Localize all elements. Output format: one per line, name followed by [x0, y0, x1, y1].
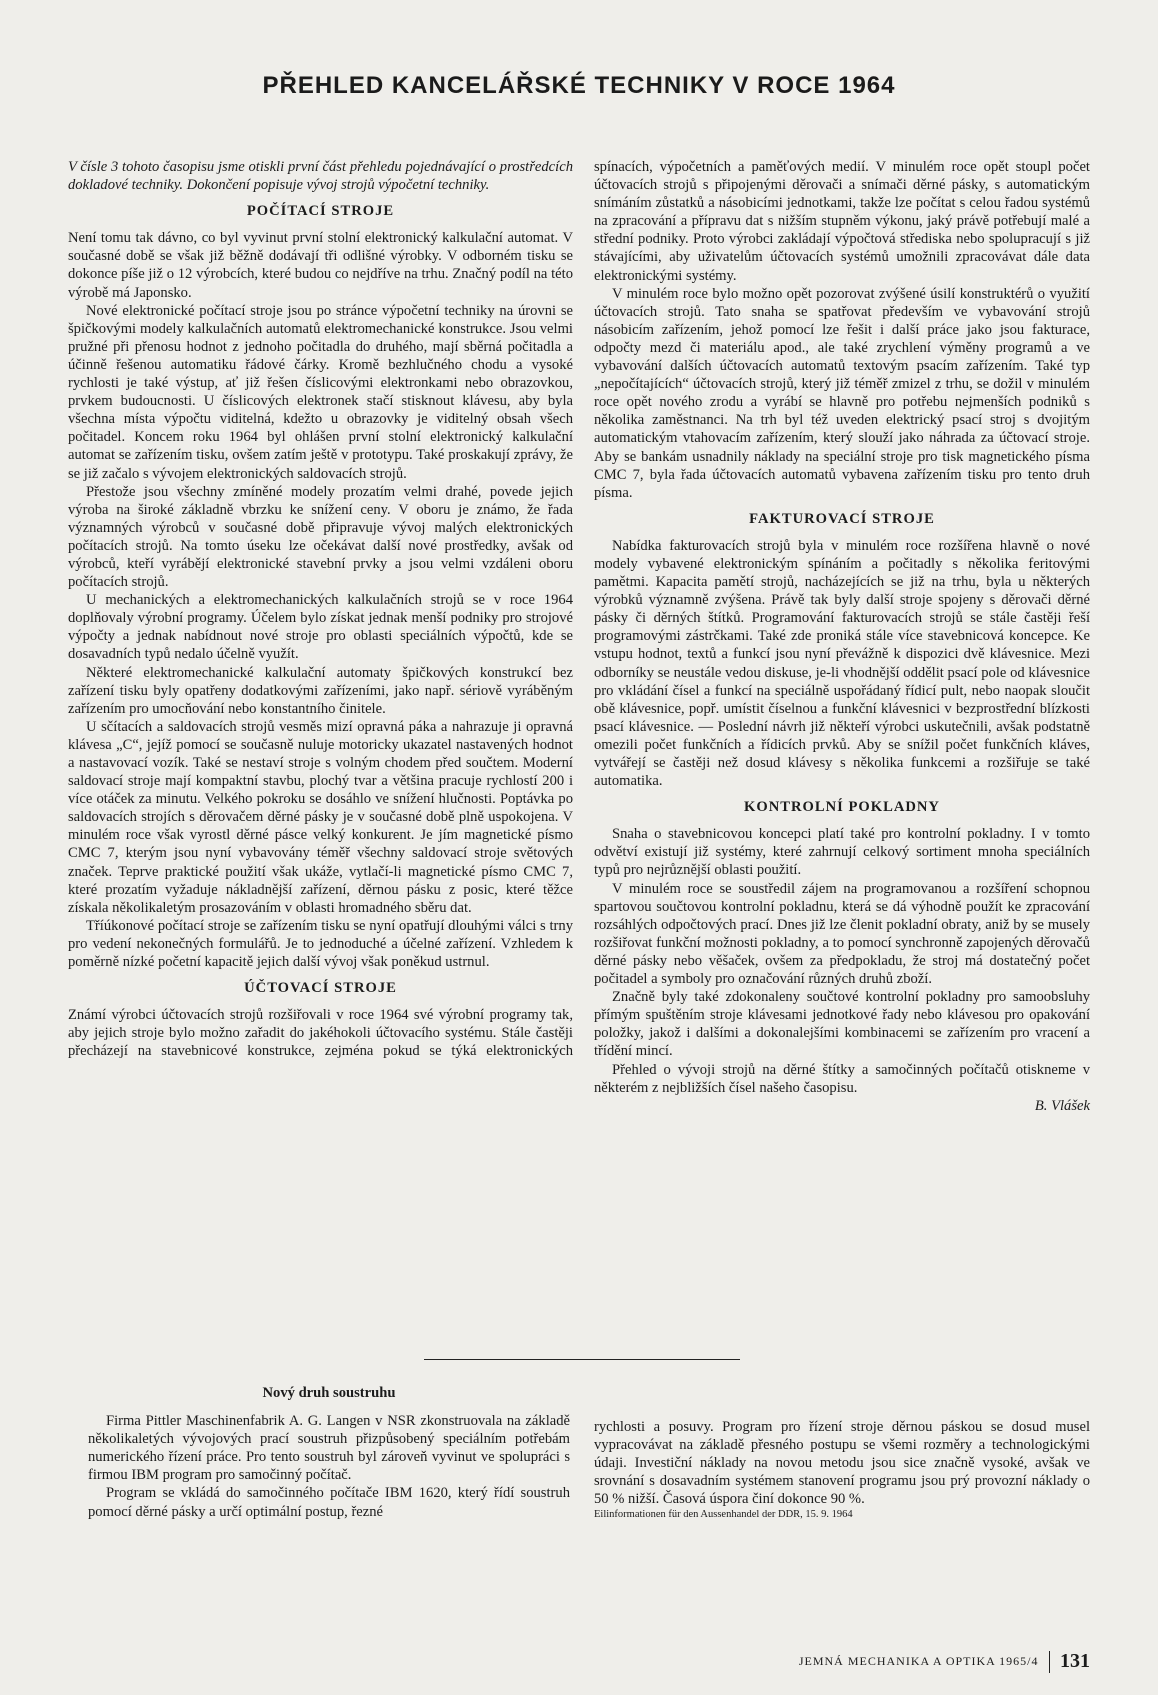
- paragraph: V minulém roce bylo možno opět pozorovat zvýšené úsilí konstruktérů o využití účtovacích strojů. Tato snaha se spatřovat především ve vybavování strojů násobicím zařízením, jehož pomocí lze řešit i další práce jako jsou fakturace, odpočty mezd či materiálu apod., ale také zrychlení výměny programů a ve vybavování dalších účtovacích automatů textovým psacím zařízením. Také typ „nepočítajících“ účtovacích strojů, který již téměř zmizel z trhu, se dožil v minulém roce opět nového zrodu a vyrábí se hlavně pro potřebu nejmenších podniků s několika zaměstnanci. Na trh byl též uveden elektrický psací stroj s dvojitým automatickým vtahovacím zařízením, který slouží jako náhrada za účtovací stroje. Aby se bankám usnadnily náklady na speciální stroje pro tisk magnetického písma CMC 7, byla řada účtovacích automatů vybavena zařízením tisku pro tento druh písma.: [594, 285, 1090, 501]
- paragraph: Přestože jsou všechny zmíněné modely prozatím velmi drahé, povede jejich výroba na široké základně vbrzku ke snížení ceny. V oboru je známo, že řada významných výrobců v současné době připravuje vývoj malých elektronických počítacích strojů. Na tomto úseku lze očekávat další nové prostředky, avšak od výrobců, kteří vyrábějí elektronické stavební prvky a jsou velmi vzdáleni oboru počítacích strojů.: [68, 483, 573, 591]
- section-heading-pocitaci: POČÍTACÍ STROJE: [246, 203, 395, 220]
- paragraph: Není tomu tak dávno, co byl vyvinut první stolní elektronický kalkulační automat. V současné době se však již běžně dodávají tři odlišné výrobky. V odborném tisku se dokonce píše již o 12 výrobcích, které budou co nejdříve na trhu. Značný podíl na této výrobě má Japonsko.: [68, 230, 573, 301]
- paragraph: Nabídka fakturovacích strojů byla v minulém roce rozšířena hlavně o nové modely vybavené elektronickým spínáním a počitadly s několika feritovými pamětmi. Kapacita pamětí strojů, nacházejících se již na trhu, byla u některých výrobků významně zvýšena. Právě tak byly další stroje spojeny s děrovači děrné pásky či děrných štítků. Programování fakturovacích strojů se stále častěji řeší programovými zástrčkami. Také zde proniká stále více stavebnicová koncepce. Ke vstupu hodnot, textů a funkcí jsou nyní převážně k dispozici dvě klávesnice. Mezi odborníky se neustále vedou diskuse, je-li vhodnější oddělit psací pole od klávesnice pro vkládání čísel a funkcí na speciálně uspořádaný řídicí pult, nebo naopak sloučit obě klávesnice, popř. umístit číselnou a funkční klávesnici v bezprostřední blízkosti psací klávesnice. — Poslední návrh již někteří výrobci uskutečnili, avšak podstatně omezili počet funkčních a řídicích prvků. Aby se snížil počet funkčních kláves, vytvářejí se častěji než dosud klávesy s několika funkcemi a rozšiřuje se také automatika.: [594, 537, 1090, 790]
- paragraph-split-continue: spínacích, výpočetních a paměťových medií. V minulém roce opět stoupl počet účtovacích strojů s připojenými děrovači a snímači děrné pásky, s automatickým snímáním zůstatků a násobicími jednotkami, takže lze počítat s celou řadou systémů na zpracování a přípravu dat s nižším stupněm výkonu, jaký právě potřebují malé a střední podniky. Proto výrobci zakládají výpočtová střediska nebo spolupracují s již stávajícími, aby uživatelům účtovacích systémů umožnili zpracovávat dále data elektronickými systémy.: [594, 159, 1090, 284]
- section-heading-uctovaci: ÚČTOVACÍ STROJE: [244, 980, 397, 997]
- horizontal-divider: [424, 1359, 740, 1360]
- source-citation: Eilinformationen für den Aussenhandel der DDR, 15. 9. 1964: [594, 1509, 853, 1521]
- paragraph-split-start: Známí výrobci účtovacích strojů rozšiřovali v roce 1964 své výrobní programy tak, aby jejich stroje bylo možno zařadit do jakéhokoli účtovacího systému. Stále častěji přecházejí na stavebnicové konstrukce, zejména pokud se týká elektronických: [68, 1007, 573, 1060]
- intro-paragraph: V čísle 3 tohoto časopisu jsme otiskli první část přehledu pojednávající o prostředcích dokladové techniky. Dokončení popisuje vývoj strojů výpočetní techniky.: [68, 159, 573, 194]
- article2-right: [594, 1418, 1090, 1521]
- paragraph: Přehled o vývoji strojů na děrné štítky a samočinných počítačů otiskneme v některém z nejbližších čísel našeho časopisu.: [594, 1061, 1090, 1096]
- paragraph: Značně byly také zdokonaleny součtové kontrolní pokladny pro samoobsluhy přímým spuštěním stroje klávesami jednotkové řady nebo klávesou pro opakování položky, jakož i dalšími a dokonalejšími kombinacemi se zařízením pro vracení a třídění mincí.: [594, 989, 1090, 1060]
- section-heading-kontrolni: KONTROLNÍ POKLADNY: [744, 799, 940, 816]
- journal-name: JEMNÁ MECHANIKA A OPTIKA 1965/4: [798, 1654, 1039, 1668]
- paragraph: Firma Pittler Maschinenfabrik A. G. Langen v NSR zkonstruovala na základě několikaletých vývojových prací soustruh přizpůsobený speciálním potřebám numerického řízení práce. Pro tento soustruh byl zároveň vyvinut ve spolupráci s firmou IBM program pro samočinný počítač.: [88, 1413, 570, 1484]
- paragraph: U sčítacích a saldovacích strojů vesměs mizí opravná páka a nahrazuje ji opravná klávesa „C“, jejíž pomocí se současně nuluje motoricky ukazatel nastavených hodnot a nastavovací vozík. Také se nestaví stroje s volným chodem před součtem. Moderní saldovací stroje mají kompaktní stavbu, plochý tvar a většina pracuje rychlostí 200 i více otáček za minutu. Velkého pokroku se dosáhlo ve snížení hlučnosti. Poptávka po saldovacích strojích s děrovačem děrné pásky je v současné době plně uspokojena. V minulém roce však vyrostl děrné pásce velký konkurent. Je jím magnetické písmo CMC 7, kterým jsou nyní vybavovány téměř všechny saldovací stroje světových značek. Teprve praktické použití však ukáže, vytlačí-li magnetické písmo CMC 7, které prozatím vyžaduje nákladnější zařízení, děrnou pásku z posic, které těžce získala několikaletým prosazováním v oblasti hromadného sběru dat.: [68, 718, 573, 916]
- article2-heading: Nový druh soustruhu: [262, 1385, 396, 1401]
- paragraph: Program se vkládá do samočinného počítače IBM 1620, který řídí soustruh pomocí děrné pásky a určí optimální postup, řezné: [88, 1485, 570, 1520]
- footer-separator: [1049, 1651, 1051, 1673]
- page-footer: [760, 1650, 1090, 1673]
- paragraph: Tříúkonové počítací stroje se zařízením tisku se nyní opatřují dlouhými válci s trny pro vedení nekonečných formulářů. Je to jednoduché a účelné zařízení. Vzhledem k poměrně nízké početní kapacitě jejich další vývoj však poněkud ustrnul.: [68, 917, 573, 971]
- page-title: PŘEHLED KANCELÁŘSKÉ TECHNIKY V ROCE 1964: [262, 72, 896, 99]
- paragraph: Některé elektromechanické kalkulační automaty špičkových konstrukcí bez zařízení tisku byly opatřeny dodatkovými zařízeními, jako např. sériově vyráběným zařízením pro umocňování nebo konstantního činitele.: [68, 664, 573, 717]
- paragraph: rychlosti a posuvy. Program pro řízení stroje děrnou páskou se dosud musel vypracovávat na základě přesného postupu se všemi rozměry a technologickými údaji. Investiční náklady na novou metodu jsou sice značně vysoké, avšak ve srovnání s dosavadním systémem stanovení programu jsou prý provozní náklady o 50 % nižší. Časová úspora činí dokonce 90 %.: [594, 1419, 1090, 1508]
- paragraph: V minulém roce se soustředil zájem na programovanou a rozšíření schopnou spartovou součtovou kontrolní pokladnu, která se dá výhodně použít ke zpracování rozsáhlých odpočtových prací. Dnes již lze členit pokladní obraty, aniž by se musely rozšiřovat funkční možnosti pokladny, a to pomocí synchronně zapojených děrovačů děrné pásky nebo věšaček, ovšem za předpokladu, že stroj má dostatečný počet počitadel a symboly pro označování různých druhů zboží.: [594, 880, 1090, 988]
- left-column: [68, 158, 573, 1061]
- page-number: 131: [1060, 1650, 1090, 1672]
- paragraph: Snaha o stavebnicovou koncepci platí také pro kontrolní pokladny. I v tomto odvětví existují již systémy, které zahrnují celkový sortiment mnoha speciálních typů pro nejrůznější oblasti použití.: [594, 826, 1090, 879]
- paragraph: U mechanických a elektromechanických kalkulačních strojů se v roce 1964 doplňovaly výrobní programy. Účelem bylo získat jednak menší podniky pro strojové výpočty a jednak nabídnout nové stroje pro oblasti speciálních výpočtů, kde se dosavadních typů nedalo účelně využít.: [68, 592, 573, 663]
- paragraph: Nové elektronické počítací stroje jsou po stránce výpočetní techniky na úrovni se špičkovými modely kalkulačních automatů elektromechanické konstrukce. Jsou velmi pružné při přenosu hodnot z jednoho počitadla do druhého, mají sběrná počitadla a účinně řešenou automatiku řádové čárky. Kromě bezhlučného chodu a vysoké rychlosti je také výstup, ať již řešen číslicovými elektronkami nebo obrazovkou, prvkem budoucnosti. U číslicových elektronek stačí stisknout klávesu, aby byla všechna místa výpočtu viditelná, kdežto u obrazovky je viditelný obsah všech počitadel. Koncem roku 1964 byl ohlášen první stolní elektronický kalkulační automat se zařízením tisku, ovšem zatím ještě v prototypu. Také proskakují zprávy, že se již začalo s vývojem elektronických saldovacích strojů.: [68, 302, 573, 482]
- article2-left: [88, 1384, 570, 1521]
- author-signature: B. Vlášek: [1034, 1097, 1090, 1114]
- right-column: [594, 158, 1090, 1115]
- section-heading-fakturovaci: FAKTUROVACÍ STROJE: [749, 510, 935, 527]
